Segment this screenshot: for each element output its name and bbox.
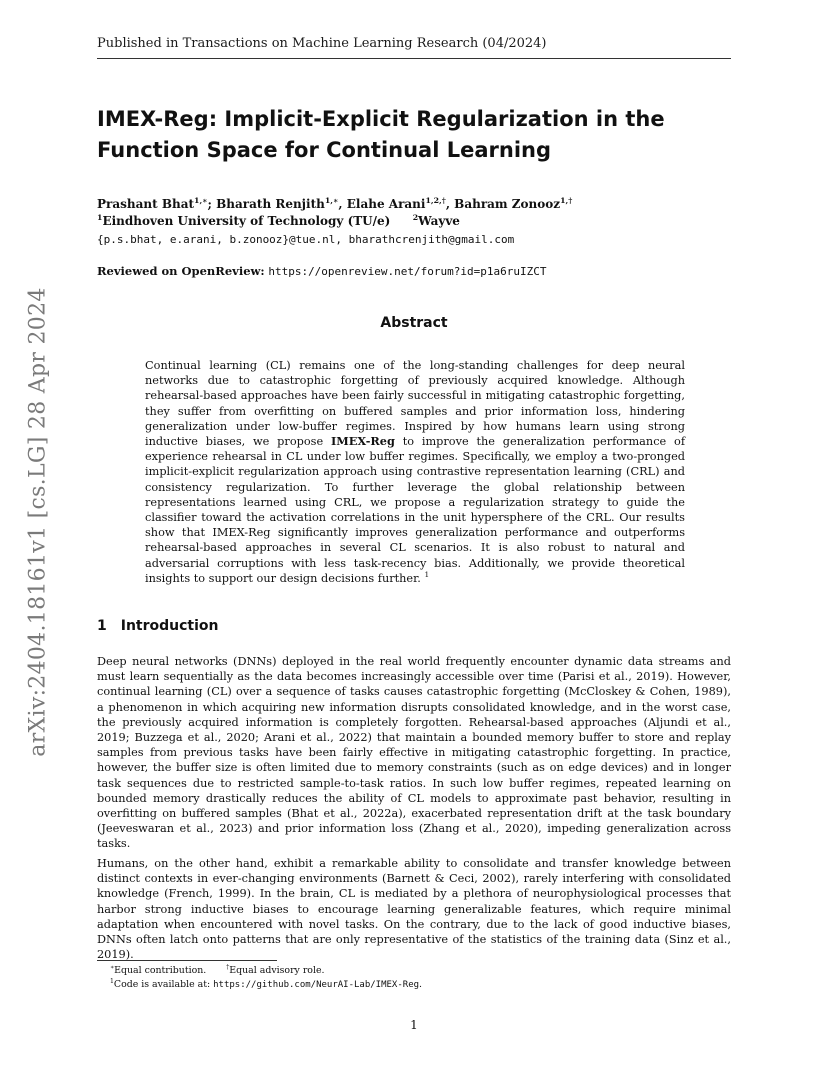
author-name: Elahe Arani [346, 197, 426, 211]
footnote-text: . [419, 979, 423, 990]
method-name: IMEX-Reg [330, 434, 395, 449]
section-number: 1 [97, 618, 107, 634]
arxiv-side-stamp: arXiv:2404.18161v1 [cs.LG] 28 Apr 2024 [25, 287, 51, 757]
review-label: Reviewed on OpenReview: [97, 264, 265, 278]
author-block [97, 196, 737, 230]
author-emails: {p.s.bhat, e.arani, b.zonooz}@tue.nl, bharathcrenjith@gmail.com [97, 233, 515, 246]
affiliations [97, 213, 737, 230]
author-names [97, 196, 737, 213]
footnote-text: Equal contribution. [114, 965, 207, 976]
footnote-rule [97, 960, 277, 961]
paper-title: IMEX-Reg: Implicit-Explicit Regularization in the Function Space for Continual Learning [97, 107, 665, 162]
body-paragraph: Humans, on the other hand, exhibit a remarkable ability to consolidate and transfer knowledge between distinct contexts in ever-changing environments (Barnett & Ceci, 2002), rarely interfering with consolidated knowledge (French, 1999). In the brain, CL is mediated by a plethora of neurophysiological processes that harbor strong inductive biases to encourage learning generalizable features, which require minimal adaptation when encountered with novel tasks. On the contrary, due to the lack of good inductive biases, DNNs often latch onto patterns that are only representative of the statistics of the training data (Sinz et al., 2019). [97, 857, 731, 962]
abstract-text: Continual learning (CL) remains one of the long-standing challenges for deep neural networks due to catastrophic forgetting of previously acquired knowledge. Although rehearsal-based approaches have been fairly successful in mitigating catastrophic forgetting, they suffer from overfitting on buffered samples and prior information loss, hindering generalization under low-buffer regimes. Inspired by how humans learn using strong inductive biases, we propose [145, 359, 685, 449]
journal-header: Published in Transactions on Machine Learning Research (04/2024) [97, 36, 731, 59]
footnote-mark: † [226, 963, 230, 971]
author-name: Bharath Renjith [216, 197, 325, 211]
affiliation-sup: 2 [412, 213, 419, 222]
author-sup: 1,∗ [194, 196, 208, 205]
author-sup: 1,2,† [425, 196, 446, 205]
author-sup: 1,∗ [324, 196, 339, 205]
abstract-heading: Abstract [380, 315, 448, 331]
abstract-body [145, 358, 685, 586]
abstract-text: to improve the generalization performance of experience rehearsal in CL under low buffer regimes. Specifically, we employ a two-pronged implicit-explicit regularization approach using contrastive representation learning (CRL) and consistency regularization. To further leverage the global relationship between representations learned using CRL, we propose a regularization strategy to guide the classifier toward the activation correlations in the unit hypersphere of the CRL. Our results show that IMEX-Reg significantly improves generalization performance and outperforms rehearsal-based approaches in several CL scenarios. It is also robust to natural and adversarial corruptions with less task-recency bias. Additionally, we provide theoretical insights to support our design decisions further. [145, 435, 685, 585]
footnote-text: Code is available at: [113, 979, 214, 990]
footnote-mark: 1 [424, 570, 430, 580]
affiliation-sup: 1 [97, 213, 103, 222]
author-name: Prashant Bhat [97, 197, 195, 211]
code-link[interactable]: https://github.com/NeurAI-Lab/IMEX-Reg [213, 980, 420, 990]
review-line [97, 263, 737, 280]
affiliation-name: Wayve [418, 214, 460, 228]
author-separator: , [338, 197, 347, 211]
footnote-line [110, 964, 730, 978]
author-sup: 1,† [560, 196, 573, 205]
section-heading [97, 618, 731, 634]
openreview-link[interactable]: https://openreview.net/forum?id=p1a6ruIZCT [268, 265, 547, 278]
section-title: Introduction [120, 618, 219, 634]
footnotes [110, 964, 730, 992]
footnote-mark: 1 [110, 977, 114, 985]
author-name: Bahram Zonooz [454, 197, 561, 211]
page-number: 1 [410, 1018, 418, 1032]
footnote-mark: ∗ [110, 963, 115, 971]
author-separator: ; [207, 197, 217, 211]
footnote-text: Equal advisory role. [229, 965, 325, 976]
affiliation-name: Eindhoven University of Technology (TU/e) [102, 214, 391, 228]
body-paragraph: Deep neural networks (DNNs) deployed in the real world frequently encounter dynamic data streams and must learn sequentially as the data becomes increasingly accessible over time (Parisi et al., 2019). However, continual learning (CL) over a sequence of tasks causes catastrophic forgetting (McCloskey & Cohen, 1989), a phenomenon in which acquiring new information disrupts consolidated knowledge, and in the worst case, the previously acquired information is completely forgotten. Rehearsal-based approaches (Aljundi et al., 2019; Buzzega et al., 2020; Arani et al., 2022) that maintain a bounded memory buffer to store and replay samples from previous tasks have been fairly effective in mitigating catastrophic forgetting. In practice, however, the buffer size is often limited due to memory constraints (such as on edge devices) and in longer task sequences due to restricted sample-to-task ratios. In such low buffer regimes, repeated learning on bounded memory drastically reduces the ability of CL models to approximate past behavior, resulting in overfitting on buffered samples (Bhat et al., 2022a), exacerbated representation drift at the task boundary (Jeeveswaran et al., 2023) and prior information loss (Zhang et al., 2020), impeding generalization across tasks. [97, 655, 731, 851]
footnote-line [110, 978, 730, 992]
author-separator: , [445, 197, 455, 211]
